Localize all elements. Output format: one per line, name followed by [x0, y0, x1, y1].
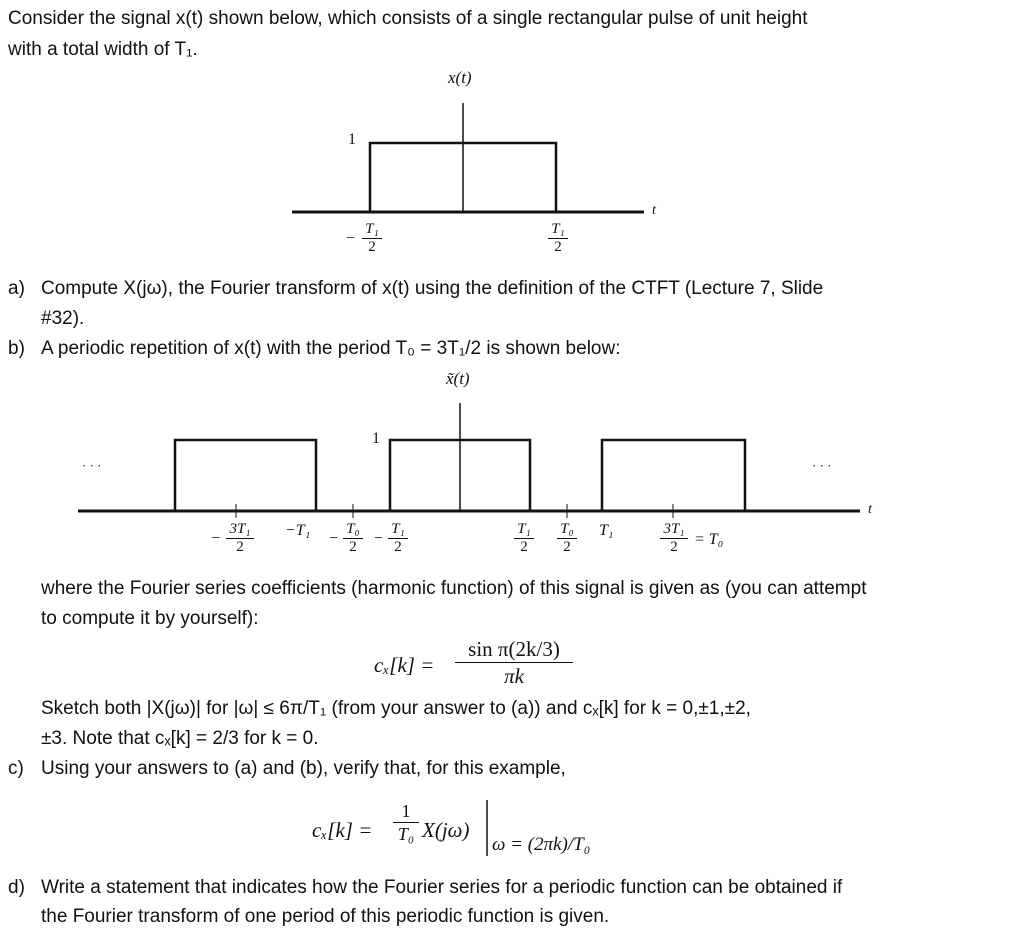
- fig2-height-label: 1: [372, 430, 380, 447]
- fig2-tick-0-sign: −: [211, 530, 221, 547]
- verify-formula-expr: X(jω): [422, 818, 470, 842]
- intro-line-2: with a total width of T₁.: [8, 39, 198, 60]
- fig2-ellipsis-right: · · ·: [812, 458, 832, 473]
- fig1-right-tick-den: 2: [554, 239, 562, 255]
- fig2-tick-2-den: 2: [349, 539, 357, 555]
- coeff-formula-num: sin π(2k/3): [468, 637, 560, 661]
- intro-line-1: Consider the signal x(t) shown below, which consists of a single rectangular pulse of unit height: [8, 8, 808, 29]
- fig1-right-tick-num: T₁: [551, 221, 565, 237]
- fig2-axis-label: t: [868, 502, 872, 517]
- fig2-tick-3-den: 2: [394, 539, 402, 555]
- fig2-title: x̃(t): [446, 369, 470, 388]
- fig2-tick-2-num: T₀: [346, 521, 360, 537]
- verify-eval-at: ω = (2πk)/T₀: [492, 834, 591, 855]
- part-d-line-1: Write a statement that indicates how the Fourier series for a periodic function can be obtained if: [41, 877, 843, 898]
- coeff-formula-den: πk: [504, 664, 524, 688]
- part-d-marker: d): [8, 877, 25, 898]
- verify-frac-den: T₀: [397, 824, 415, 844]
- part-b-coeff-text-1: where the Fourier series coefficients (harmonic function) of this signal is given as (you can attempt: [41, 578, 867, 599]
- fig2-tick-0-den: 2: [236, 539, 244, 555]
- fig2-tick-4-num: T₁: [517, 521, 531, 537]
- part-a-line-2: #32).: [41, 308, 85, 329]
- fig1-height-label: 1: [348, 131, 356, 148]
- fig1-left-tick-num: T₁: [365, 221, 379, 237]
- fig1-axis-label: t: [652, 203, 656, 218]
- coeff-formula-lhs: cₓ[k] =: [374, 653, 435, 677]
- part-c-line-1: Using your answers to (a) and (b), verify that, for this example,: [41, 758, 566, 779]
- part-b-line-1: A periodic repetition of x(t) with the period T₀ = 3T₁/2 is shown below:: [41, 338, 621, 359]
- fig2-tick-1: −T₁: [285, 522, 311, 539]
- part-b-sketch-2: ±3. Note that cₓ[k] = 2/3 for k = 0.: [41, 728, 319, 749]
- verify-formula-lhs: cₓ[k] =: [312, 818, 373, 842]
- part-d-line-2: the Fourier transform of one period of this periodic function is given.: [41, 906, 610, 927]
- part-b-coeff-text-2: to compute it by yourself):: [41, 608, 259, 629]
- part-a-marker: a): [8, 278, 25, 299]
- part-b-marker: b): [8, 338, 25, 359]
- fig2-tick-7-num: 3T₁: [663, 521, 685, 537]
- fig2-tick-3-num: T₁: [391, 521, 405, 537]
- fig2-tick-0-num: 3T₁: [229, 521, 251, 537]
- fig2-tick-5-num: T₀: [560, 521, 574, 537]
- fig2-tick-2-sign: −: [329, 530, 339, 547]
- part-b-sketch-1: Sketch both |X(jω)| for |ω| ≤ 6π/T₁ (from your answer to (a)) and cₓ[k] for k = 0,±1,±2,: [41, 698, 751, 719]
- fig2-tick-3-sign: −: [374, 530, 384, 547]
- fig1-title: x(t): [448, 68, 472, 87]
- fig2-ellipsis-left: · · ·: [82, 458, 102, 473]
- fig2-tick-7-den: 2: [670, 539, 678, 555]
- fig2-tick-7-suffix: = T₀: [694, 531, 724, 548]
- fig1-left-tick-den: 2: [368, 239, 376, 255]
- part-a-line-1: Compute X(jω), the Fourier transform of x(t) using the definition of the CTFT (Lecture 7, Slide: [41, 278, 824, 299]
- verify-frac-num: 1: [401, 801, 411, 821]
- fig2-tick-5-den: 2: [563, 539, 571, 555]
- part-c-marker: c): [8, 758, 24, 779]
- fig1-left-tick-sign: −: [346, 230, 356, 247]
- fig2-tick-4-den: 2: [520, 539, 528, 555]
- fig2-tick-6: T₁: [599, 522, 614, 539]
